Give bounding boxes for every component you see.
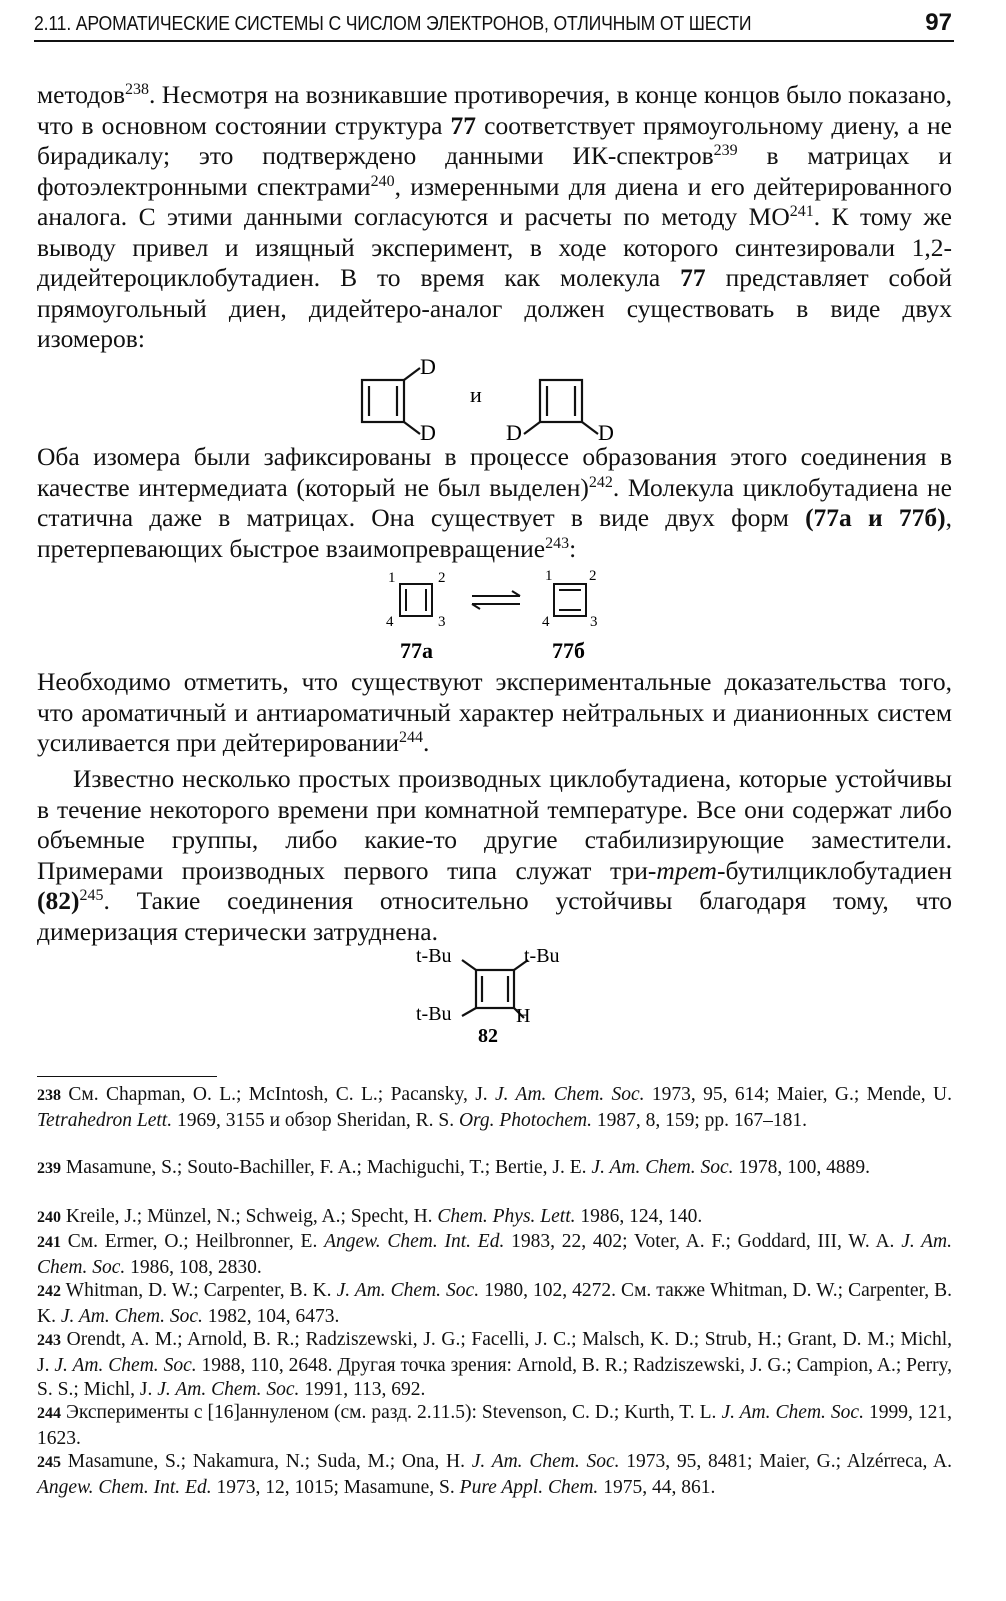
dideuterio-isomers-drawing [340,350,660,440]
deuterium-label: D [420,420,436,440]
compound-ref: (77а и 77б) [805,503,946,532]
footnote-number: 244 [37,1405,61,1422]
page-number: 97 [925,9,952,36]
footnote-number: 238 [37,1087,61,1104]
journal-title: J. Am. Chem. Soc. [60,1305,203,1327]
footnote-241 [37,1230,952,1280]
journal-title: Chem. Phys. Lett. [437,1206,576,1227]
footnote-number: 245 [37,1454,61,1471]
deuterium-label: D [506,420,522,440]
paragraph-3: Необходимо отметить, что существуют экспериментальные доказательства того, что ароматичный и антиароматичный характер нейтральных и дианионных систем усиливается при дейтерировании$^{244}$. [37,667,952,757]
footnote-244 [37,1401,952,1451]
footnote-text: 1991, 113, 692. [299,1379,426,1400]
deuterium-label: D [598,420,614,440]
atom-number: 1 [545,568,553,584]
equilibrium-drawing [370,566,610,666]
substituent-label: t-Bu [416,945,452,967]
atom-number: 2 [438,570,446,586]
footnote-text: 1999, 121, 1623. [37,1402,952,1449]
journal-title: Org. Photochem. [458,1109,592,1131]
footnote-text: 1986, 108, 2830. [125,1256,262,1278]
footnote-text: 1973, 95, 8481; Maier, G.; Alzérreca, A. [619,1451,952,1472]
compound-ref: 77 [680,263,706,292]
paragraph-4: Известно несколько простых производных циклобутадиена, которые устойчивы в течение некоторого времени при комнатной температуре. Все они содержат либо объемные группы, либо какие-то другие стабилизирующие заместители. Примерами производных первого типа служат три-трет-бутилциклобутадиен $(82)^{245}$. Такие соединения относительно устойчивы благодаря тому, что димеризация стерически затруднена. [37,764,952,946]
journal-title: Pure Appl. Chem. [459,1476,599,1498]
compound-label-82: 82 [478,1025,498,1047]
journal-title: J. Am. Chem. Soc. [37,1231,953,1278]
footnote-ref-243[interactable]: 243 [545,534,570,552]
footnote-text: 1983, 22, 402; Voter, A. F.; Goddard, III, W. A. [504,1231,902,1252]
compound-label-77b: 77б [552,638,585,663]
footnote-ref-242[interactable]: 242 [588,473,613,491]
footnote-number: 243 [37,1332,61,1349]
journal-title: J. Am. Chem. Soc. [336,1280,480,1301]
footnote-239 [37,1156,952,1182]
footnote-ref-241[interactable]: 241 [789,203,814,220]
atom-number: 3 [590,614,598,630]
cyclobutadiene-equilibrium-scheme [370,566,610,666]
compound-ref: (82) [37,886,80,915]
footnote-text: 1973, 95, 614; Maier, G.; Mende, U. [644,1084,952,1105]
journal-title: J. Am. Chem. Soc. [157,1379,300,1400]
substituent-label: t-Bu [524,945,560,967]
footnote-ref-240[interactable]: 240 [370,172,395,190]
footnote-ref-239[interactable]: 239 [713,142,738,159]
footnote-text: 1980, 102, 4272. См. также Whitman, D. W.; Carpenter, B. K. [37,1280,952,1327]
atom-number: 3 [438,614,446,630]
atom-number: 4 [386,614,394,630]
paragraph-1: методов$^{238}$. Несмотря на возникавшие противоречия, в конце концов было показано, что в основном состоянии структура 77 соответствует прямоугольному диену, а не бирадикалу; это подтверждено данными ИК-спектров$^{239}$ в матрицах и фотоэлектронными спектрами$^{240}$, измеренными для диена и его дейтерированного аналога. С этими данными согласуются и расчеты по методу МО$^{241}$. К тому же выводу привел и изящный эксперимент, в ходе которого синтезировали 1,2-дидейтероциклобутадиен. В то время как молекула 77 представляет собой прямоугольный диен, дидейтеро-аналог должен существовать в виде двух изомеров: [37,80,953,353]
atom-number: 1 [388,570,396,586]
footnote-text: 1986, 124, 140. [575,1206,703,1227]
journal-title: Angew. Chem. Int. Ed. [37,1476,212,1498]
footnote-text: 1982, 104, 6473. [202,1305,340,1327]
footnote-text: Эксперименты с [16]аннуленом (см. разд. 2.11.5): Stevenson, C. D.; Kurth, T. L. [61,1402,722,1423]
running-header-title: 2.11. АРОМАТИЧЕСКИЕ СИСТЕМЫ С ЧИСЛОМ ЭЛЕКТРОНОВ, ОТЛИЧНЫМ ОТ ШЕСТИ [34,12,752,35]
footnote-number: 242 [37,1283,61,1300]
footnote-240 [37,1205,952,1231]
running-header [34,6,954,42]
journal-title: Angew. Chem. Int. Ed. [324,1231,505,1252]
atom-number: 4 [542,614,550,630]
footnote-text: Whitman, D. W.; Carpenter, B. K. [61,1280,337,1301]
footnote-text: См. Chapman, O. L.; McIntosh, C. L.; Pacansky, J. [61,1084,496,1105]
footnote-text: Kreile, J.; Münzel, N.; Schweig, A.; Specht, H. [61,1206,438,1227]
tri-tert-butylcyclobutadiene-structure [410,942,610,1048]
compound-82-drawing [410,942,610,1048]
journal-title: J. Am. Chem. Soc. [54,1354,197,1376]
journal-title: J. Am. Chem. Soc. [495,1084,645,1105]
footnote-242 [37,1279,952,1329]
footnote-ref-244[interactable]: 244 [398,729,423,746]
journal-title: J. Am. Chem. Soc. [591,1157,734,1178]
footnote-number: 240 [37,1209,61,1226]
footnote-text: 1973, 12, 1015; Masamune, S. [211,1476,460,1498]
hydrogen-label: H [516,1005,531,1027]
footnote-separator [37,1076,217,1077]
footnote-number: 241 [37,1234,61,1251]
journal-title: J. Am. Chem. Soc. [721,1402,864,1423]
substituent-label: t-Bu [416,1003,452,1025]
compound-ref: 77 [450,110,477,140]
footnote-243 [37,1328,952,1403]
footnote-ref-238[interactable]: 238 [125,81,150,98]
footnote-text: 1988, 110, 2648. Другая точка зрения: Arnold, B. R.; Radziszewski, J. G.; Campion, A.; Perry, S. S.; Michl, J. [37,1354,952,1400]
journal-title: Tetrahedron Lett. [37,1109,173,1131]
footnote-text: 1978, 100, 4889. [733,1157,870,1178]
footnote-text: 1975, 44, 861. [598,1476,716,1498]
footnote-text: 1987, 8, 159; pp. 167–181. [592,1109,808,1131]
atom-number: 2 [589,568,597,584]
footnote-text: Orendt, A. M.; Arnold, B. R.; Radziszewski, J. G.; Facelli, J. C.; Malsch, K. D.; Strub, H.; Grant, D. M.; Michl, J. [37,1329,952,1376]
footnote-number: 239 [37,1160,61,1177]
deuterium-label: D [420,354,436,379]
footnote-text: См. Ermer, O.; Heilbronner, E. [61,1231,325,1252]
footnote-245 [37,1450,952,1500]
footnote-ref-245[interactable]: 245 [79,887,104,904]
footnote-text: Masamune, S.; Nakamura, N.; Suda, M.; Ona, H. [61,1451,472,1472]
footnote-238 [37,1083,952,1133]
footnote-text: 1969, 3155 и обзор Sheridan, R. S. [172,1109,459,1131]
footnote-text: Masamune, S.; Souto-Bachiller, F. A.; Machiguchi, T.; Bertie, J. E. [61,1157,592,1178]
compound-label-77a: 77а [400,638,433,663]
journal-title: J. Am. Chem. Soc. [471,1451,620,1472]
dideuterio-isomers-scheme [340,350,660,440]
and-word: и [470,382,482,407]
paragraph-2: Оба изомера были зафиксированы в процессе образования этого соединения в качестве интермедиата (который не был выделен)$^{242}$. Молекула циклобутадиена не статична даже в матрицах. Она существует в виде двух форм (77а и 77б), претерпевающих быстрое взаимопревращение$^{243}$: [37,442,952,563]
